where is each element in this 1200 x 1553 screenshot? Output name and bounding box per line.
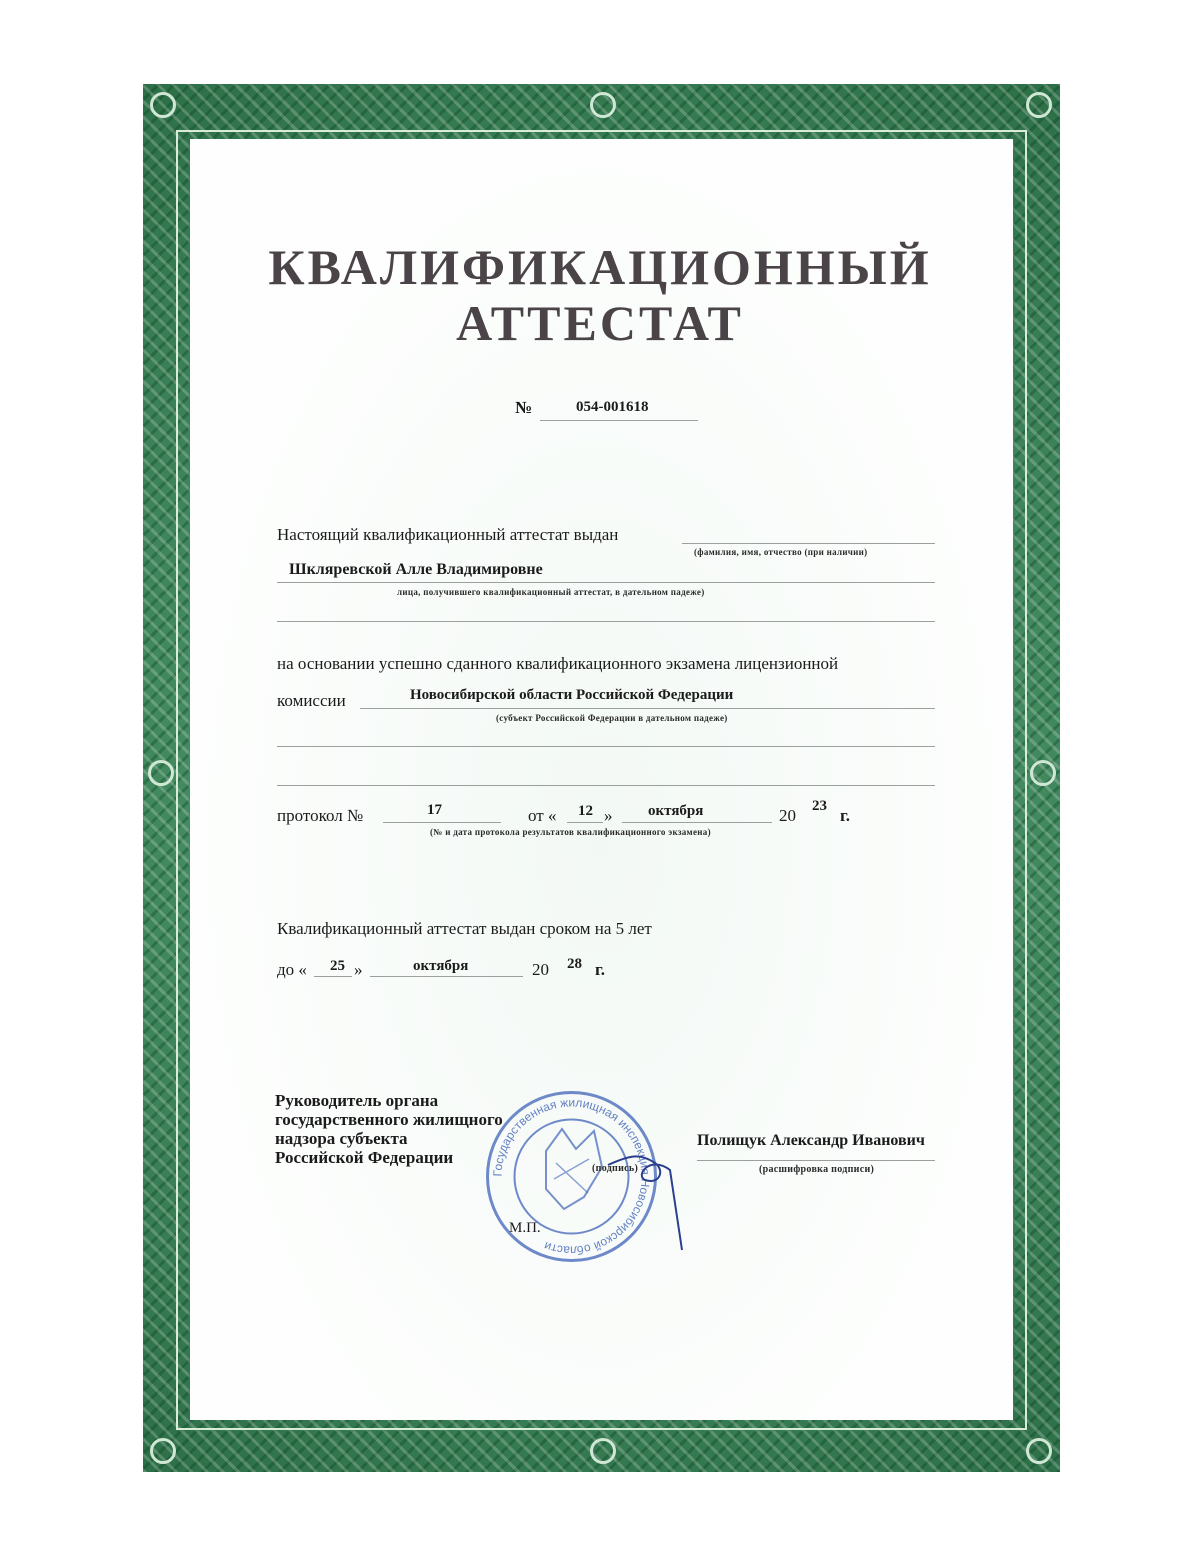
- protocol-day: 12: [578, 803, 593, 819]
- issued-to-hint: (фамилия, имя, отчество (при наличии): [694, 547, 868, 557]
- protocol-number: 17: [427, 802, 442, 818]
- certificate-number: 054-001618: [576, 399, 649, 415]
- authority-line-1: Руководитель органа: [275, 1091, 439, 1110]
- blank-line: [277, 621, 935, 622]
- recipient-line: [277, 582, 935, 583]
- signature-hint: (подпись): [592, 1163, 639, 1174]
- protocol-month: октября: [648, 803, 704, 819]
- basis-text: на основании успешно сданного квалификационного экзамена лицензионной: [277, 654, 839, 673]
- authority-title: [275, 1091, 503, 1167]
- protocol-quote-close: »: [604, 806, 613, 825]
- recipient-hint: лица, получившего квалификационный аттестат, в дательном падеже): [397, 587, 705, 597]
- bottom-ornament: [590, 1438, 616, 1464]
- corner-ornament: [1026, 1438, 1052, 1464]
- until-label: до «: [277, 960, 307, 979]
- until-month: октября: [413, 958, 469, 974]
- authority-line-2: государственного жилищного: [275, 1110, 503, 1129]
- until-year-prefix: 20: [532, 960, 549, 979]
- issued-to-line: [682, 543, 935, 544]
- recipient-name: Шкляревской Алле Владимировне: [289, 561, 543, 578]
- commission-hint: (субъект Российской Федерации в дательном падеже): [496, 713, 728, 723]
- protocol-hint: (№ и дата протокола результатов квалификационного экзамена): [430, 827, 711, 837]
- corner-ornament: [150, 92, 176, 118]
- signer-line: [697, 1160, 935, 1161]
- title-line-2: АТТЕСТАТ: [456, 295, 744, 351]
- number-underline: [540, 420, 698, 421]
- side-ornament: [1030, 760, 1056, 786]
- signer-hint: (расшифровка подписи): [759, 1164, 875, 1175]
- seal-ring-text: Государственная жилищная инспекция Новосибирской области: [490, 1095, 653, 1258]
- protocol-number-line: [383, 822, 501, 823]
- commission-label: комиссии: [277, 691, 346, 710]
- validity-text: Квалификационный аттестат выдан сроком на 5 лет: [277, 919, 652, 938]
- signer-name: Полищук Александр Иванович: [697, 1132, 925, 1149]
- number-label: №: [515, 398, 533, 417]
- protocol-month-line: [622, 822, 772, 823]
- signature: [600, 1125, 690, 1255]
- commission-line: [360, 708, 935, 709]
- stamp-mark: М.П.: [509, 1220, 541, 1236]
- title-line-1: КВАЛИФИКАЦИОННЫЙ: [268, 239, 932, 295]
- protocol-label: протокол №: [277, 806, 364, 825]
- until-month-line: [370, 976, 523, 977]
- blank-line: [277, 746, 935, 747]
- until-year-suffix: 28: [567, 956, 582, 972]
- blank-line: [277, 785, 935, 786]
- until-year-g: г.: [595, 960, 606, 979]
- until-day: 25: [330, 958, 345, 974]
- protocol-day-line: [567, 822, 603, 823]
- protocol-from: от «: [528, 806, 557, 825]
- protocol-year-prefix: 20: [779, 806, 796, 825]
- protocol-year-g: г.: [840, 806, 851, 825]
- authority-line-4: Российской Федерации: [275, 1148, 454, 1167]
- top-ornament: [590, 92, 616, 118]
- side-ornament: [148, 760, 174, 786]
- corner-ornament: [1026, 92, 1052, 118]
- issued-to-label: Настоящий квалификационный аттестат выдан: [277, 525, 619, 544]
- authority-line-3: надзора субъекта: [275, 1129, 408, 1148]
- corner-ornament: [150, 1438, 176, 1464]
- until-day-line: [314, 976, 352, 977]
- commission-value: Новосибирской области Российской Федерации: [410, 687, 734, 703]
- until-quote-close: »: [354, 960, 363, 979]
- protocol-year-suffix: 23: [812, 798, 827, 814]
